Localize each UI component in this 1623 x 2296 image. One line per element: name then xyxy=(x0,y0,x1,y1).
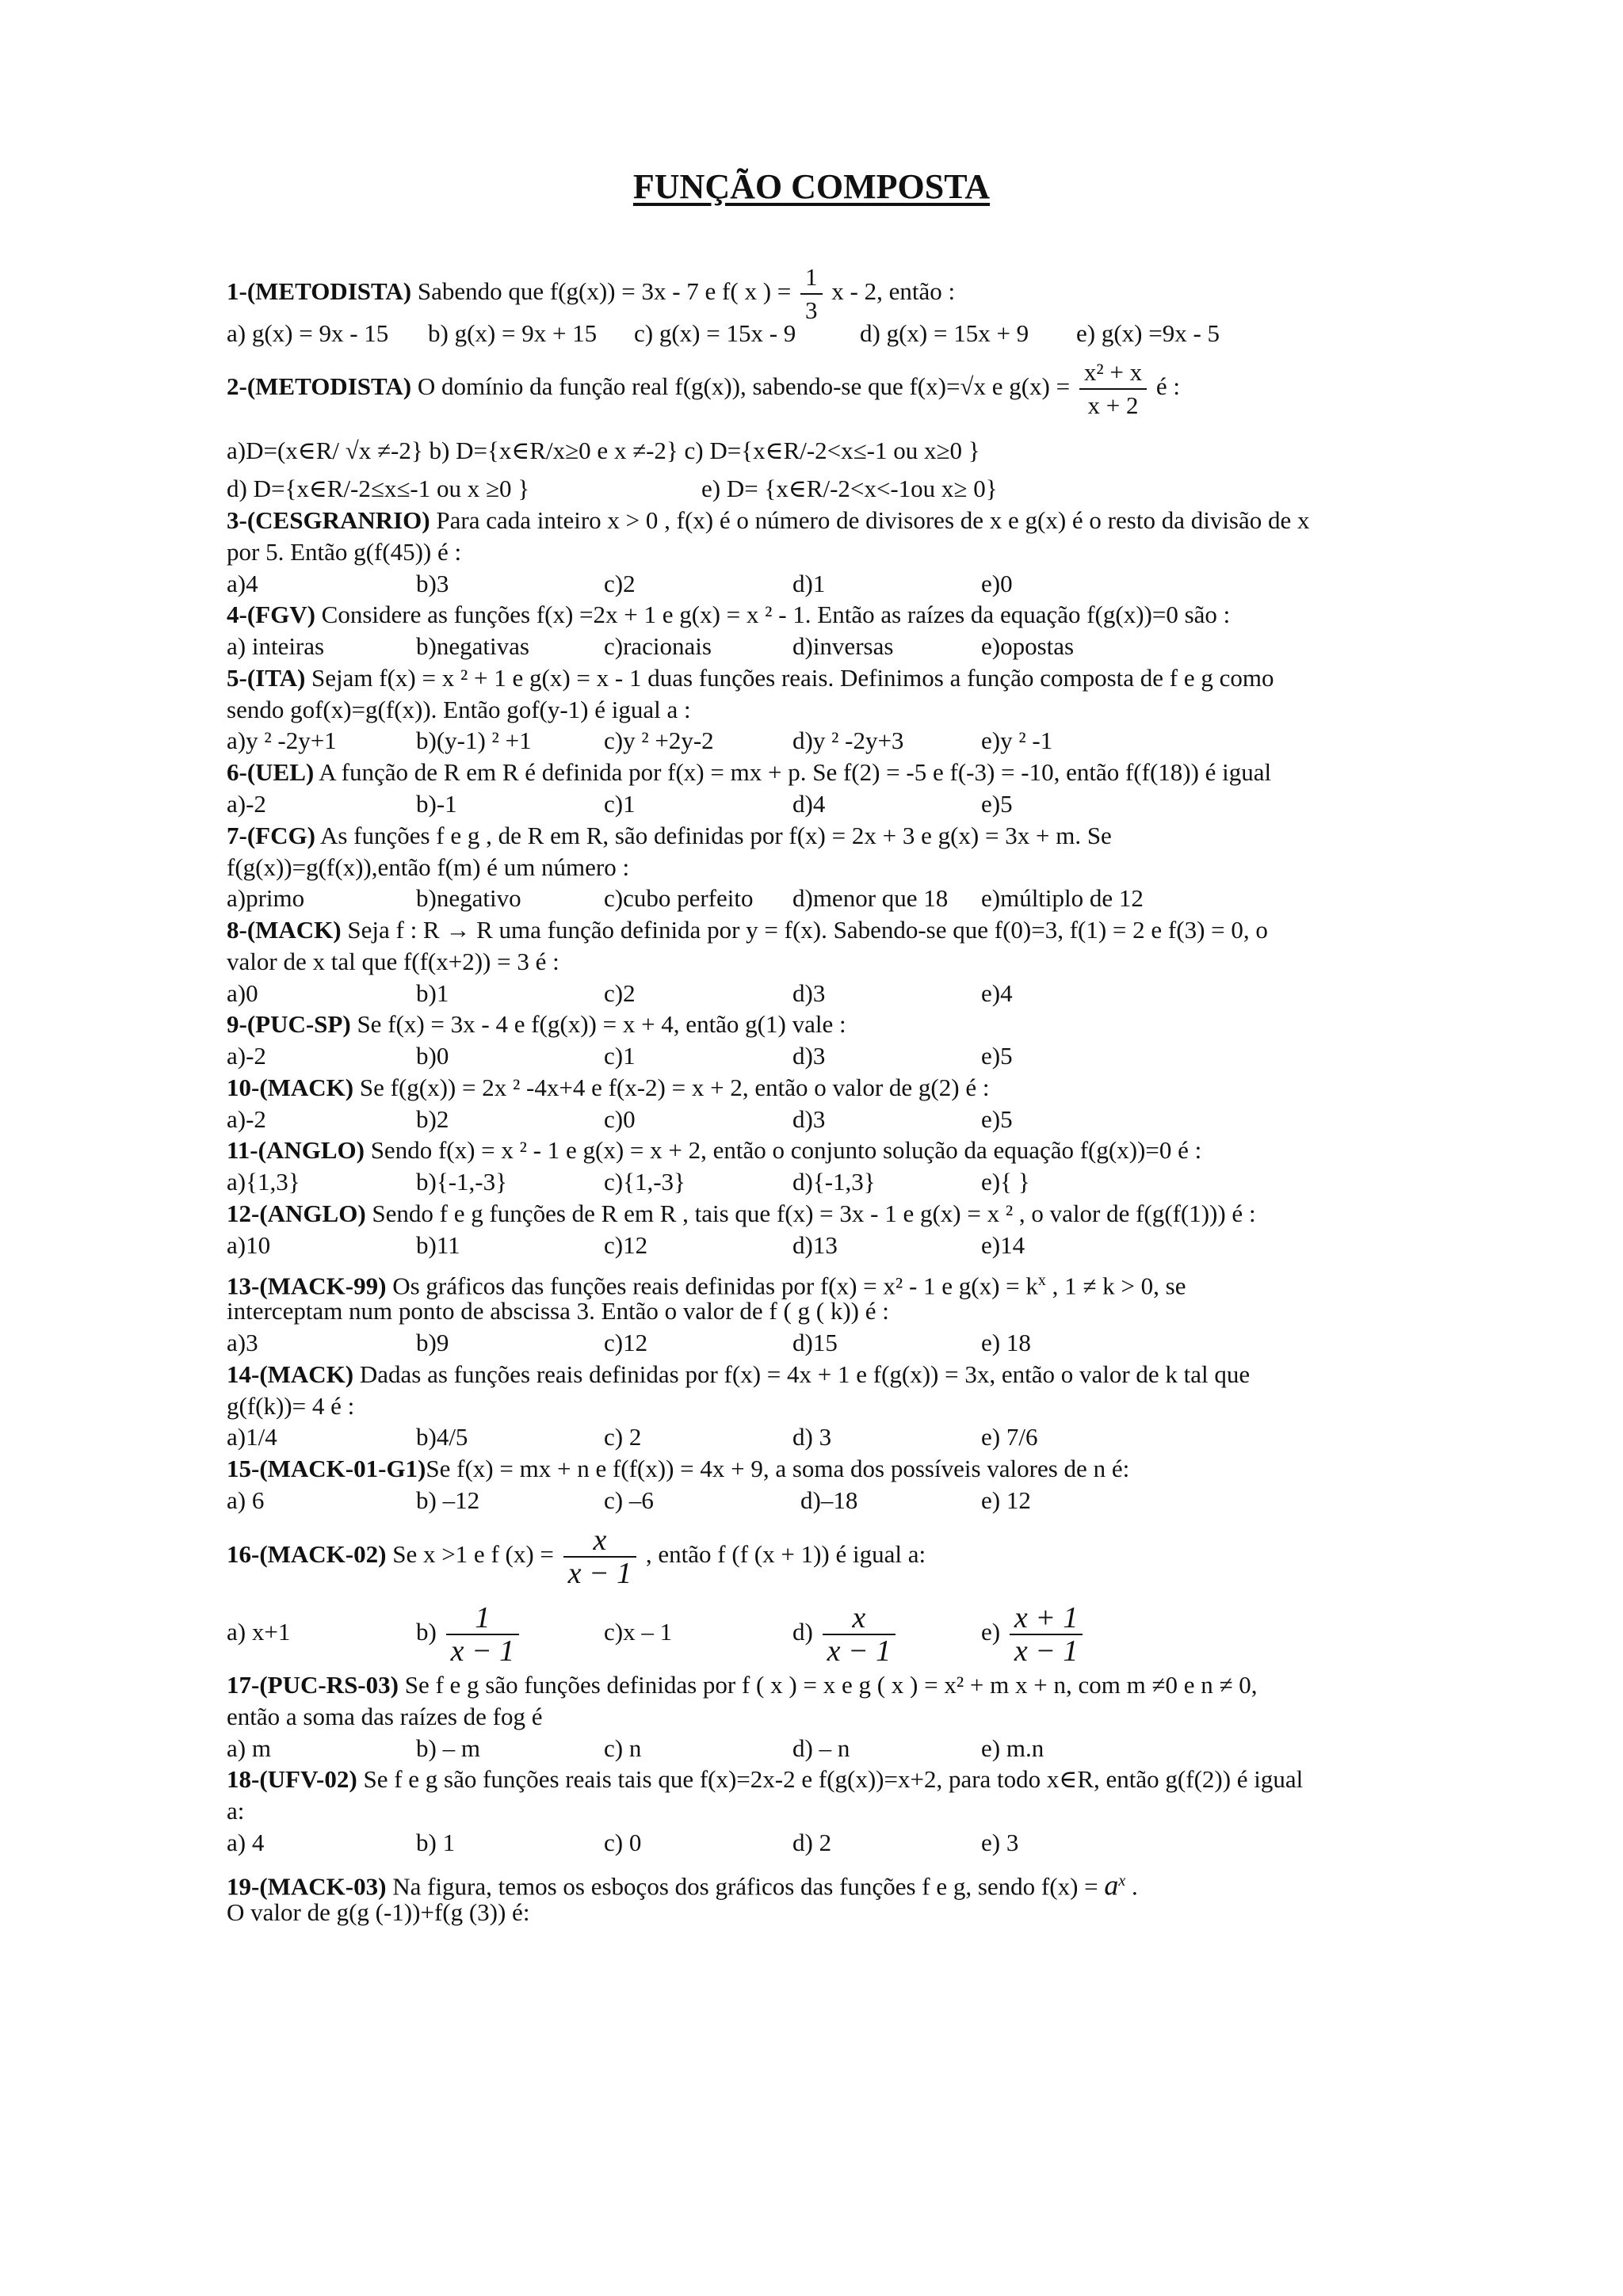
q3-option-d: d)1 xyxy=(792,570,826,597)
q18-option-e: e) 3 xyxy=(981,1829,1019,1856)
q12-option-d: d)13 xyxy=(792,1231,838,1259)
question-12-header: 12-(ANGLO) xyxy=(227,1199,366,1227)
q11-option-b: b){-1,-3} xyxy=(416,1168,507,1196)
question-5-text: Sejam f(x) = x ² + 1 e g(x) = x - 1 duas funções reais. Definimos a função composta de f e g como xyxy=(305,664,1274,692)
q10-option-c: c)0 xyxy=(604,1105,636,1133)
question-15-header: 15-(MACK-01-G1) xyxy=(227,1455,426,1482)
q12-option-b: b)11 xyxy=(416,1231,460,1259)
fraction-denominator: x + 2 xyxy=(1087,391,1139,419)
q7-option-a: a)primo xyxy=(227,884,305,912)
q13-option-d: d)15 xyxy=(792,1329,838,1356)
q1-option-d: d) g(x) = 15x + 9 xyxy=(860,319,1029,347)
question-2-text-a: O domínio da função real f(g(x)), sabendo-se que f(x)=√x e g(x) = xyxy=(411,372,1076,401)
q11-option-c: c){1,-3} xyxy=(604,1168,685,1196)
q16-option-c: c)x – 1 xyxy=(604,1618,673,1646)
question-1-text-b: x - 2, então : xyxy=(825,277,956,306)
q16-option-b-label: b) xyxy=(416,1618,437,1646)
question-6-text: A função de R em R é definida por f(x) = mx + p. Se f(2) = -5 e f(-3) = -10, então f(f(18)) é igual xyxy=(314,758,1272,786)
q4-option-b: b)negativas xyxy=(416,632,529,660)
question-7-header: 7-(FCG) xyxy=(227,822,315,849)
q1-option-b: b) g(x) = 9x + 15 xyxy=(428,319,598,347)
question-2-text-b: é : xyxy=(1150,372,1180,401)
question-15-text: Se f(x) = mx + n e f(f(x)) = 4x + 9, a soma dos possíveis valores de n é: xyxy=(426,1455,1130,1482)
q17-option-d: d) – n xyxy=(792,1734,850,1762)
question-10 xyxy=(227,1073,989,1103)
question-5-header: 5-(ITA) xyxy=(227,664,306,692)
q15-option-e: e) 12 xyxy=(981,1486,1031,1514)
page-title: FUNÇÃO COMPOSTA xyxy=(632,167,991,206)
q18-option-b: b) 1 xyxy=(416,1829,456,1856)
question-3 xyxy=(227,505,1310,536)
fraction-denominator: x − 1 xyxy=(827,1634,892,1668)
q9-option-c: c)1 xyxy=(604,1042,636,1070)
question-19-text-end: . xyxy=(1125,1872,1138,1901)
question-1-header: 1-(METODISTA) xyxy=(227,277,412,306)
q16-option-d xyxy=(792,1599,899,1667)
question-8 xyxy=(227,915,1268,945)
question-16 xyxy=(227,1521,926,1589)
question-8-text: Seja f : R → R uma função definida por y = f(x). Sabendo-se que f(0)=3, f(1) = 2 e f(3) = 0, o xyxy=(341,916,1268,944)
q16-option-d-label: d) xyxy=(792,1618,813,1646)
question-4-header: 4-(FGV) xyxy=(227,601,315,628)
q2-option-d: d) D={x∈R/-2≤x≤-1 ou x ≥0 } xyxy=(227,475,530,502)
question-18 xyxy=(227,1764,1303,1794)
question-12 xyxy=(227,1199,1256,1229)
q11-option-d: d){-1,3} xyxy=(792,1168,876,1196)
question-18-text-2: a: xyxy=(227,1797,245,1825)
q3-option-c: c)2 xyxy=(604,570,636,597)
q4-option-e: e)opostas xyxy=(981,632,1075,660)
q12-option-a: a)10 xyxy=(227,1231,271,1259)
q11-option-e: e){ } xyxy=(981,1168,1030,1196)
fraction-denominator: x − 1 xyxy=(567,1556,632,1590)
question-4 xyxy=(227,600,1230,630)
q12-option-e: e)14 xyxy=(981,1231,1025,1259)
q5-option-b: b)(y-1) ² +1 xyxy=(416,727,532,754)
question-14 xyxy=(227,1360,1250,1390)
question-18-header: 18-(UFV-02) xyxy=(227,1765,357,1793)
fraction-numerator: x xyxy=(823,1602,896,1635)
question-16-header: 16-(MACK-02) xyxy=(227,1540,387,1568)
question-19-text-2: O valor de g(g (-1))+f(g (3)) é: xyxy=(227,1898,530,1926)
question-9-header: 9-(PUC-SP) xyxy=(227,1010,351,1038)
question-11 xyxy=(227,1135,1201,1165)
q12-option-c: c)12 xyxy=(604,1231,648,1259)
question-14-header: 14-(MACK) xyxy=(227,1360,354,1388)
question-2 xyxy=(227,357,1180,421)
question-13-header: 13-(MACK-99) xyxy=(227,1272,387,1300)
fraction-numerator: x² + x xyxy=(1079,357,1147,390)
question-6 xyxy=(227,757,1271,788)
q6-option-d: d)4 xyxy=(792,790,826,818)
question-13-text: Os gráficos das funções reais definidas por f(x) = x² - 1 e g(x) = k xyxy=(386,1272,1038,1300)
q14-option-b: b)4/5 xyxy=(416,1423,468,1451)
q10-option-a: a)-2 xyxy=(227,1105,266,1133)
q13-option-a: a)3 xyxy=(227,1329,258,1356)
q7-option-b: b)negativo xyxy=(416,884,521,912)
q14-option-d: d) 3 xyxy=(792,1423,832,1451)
q7-option-e: e)múltiplo de 12 xyxy=(981,884,1144,912)
q4-option-a: a) inteiras xyxy=(227,632,325,660)
fraction-denominator: 3 xyxy=(805,296,818,324)
q5-option-d: d)y ² -2y+3 xyxy=(792,727,904,754)
q8-option-a: a)0 xyxy=(227,979,258,1007)
fraction-denominator: x − 1 xyxy=(1014,1634,1079,1668)
question-15 xyxy=(227,1454,1129,1484)
q15-option-d: d)–18 xyxy=(800,1486,858,1514)
q18-option-d: d) 2 xyxy=(792,1829,832,1856)
q2-options-line-1: a)D=(x∈R/ √x ≠-2} b) D={x∈R/x≥0 e x ≠-2} c) D={x∈R/-2<x≤-1 ou x≥0 } xyxy=(227,437,980,464)
question-17 xyxy=(227,1670,1257,1700)
fraction-numerator: 1 xyxy=(446,1602,520,1635)
question-1-fraction xyxy=(800,261,823,326)
question-19 xyxy=(227,1866,1138,1901)
q1-option-e: e) g(x) =9x - 5 xyxy=(1076,319,1220,347)
q5-option-c: c)y ² +2y-2 xyxy=(604,727,714,754)
q9-option-d: d)3 xyxy=(792,1042,826,1070)
q9-option-a: a)-2 xyxy=(227,1042,266,1070)
question-3-header: 3-(CESGRANRIO) xyxy=(227,506,430,534)
question-16-fraction xyxy=(563,1524,637,1589)
question-3-text-2: por 5. Então g(f(45)) é : xyxy=(227,538,462,566)
question-10-header: 10-(MACK) xyxy=(227,1074,354,1101)
q8-option-b: b)1 xyxy=(416,979,449,1007)
q3-option-b: b)3 xyxy=(416,570,449,597)
question-10-text: Se f(g(x)) = 2x ² -4x+4 e f(x-2) = x + 2, então o valor de g(2) é : xyxy=(353,1074,990,1101)
q16-option-b-fraction xyxy=(446,1602,520,1667)
question-1-text-a: Sabendo que f(g(x)) = 3x - 7 e f( x ) = xyxy=(411,277,797,306)
question-5 xyxy=(227,663,1274,693)
question-11-header: 11-(ANGLO) xyxy=(227,1136,365,1164)
question-9 xyxy=(227,1009,846,1039)
question-1 xyxy=(227,261,955,326)
question-17-text-2: então a soma das raízes de fog é xyxy=(227,1703,543,1730)
q10-option-b: b)2 xyxy=(416,1105,449,1133)
q6-option-a: a)-2 xyxy=(227,790,266,818)
question-6-header: 6-(UEL) xyxy=(227,758,315,786)
q8-option-e: e)4 xyxy=(981,979,1013,1007)
q10-option-d: d)3 xyxy=(792,1105,826,1133)
q4-option-c: c)racionais xyxy=(604,632,712,660)
q6-option-b: b)-1 xyxy=(416,790,457,818)
q17-option-c: c) n xyxy=(604,1734,642,1762)
q5-option-e: e)y ² -1 xyxy=(981,727,1053,754)
q16-option-e xyxy=(981,1599,1086,1667)
q17-option-b: b) – m xyxy=(416,1734,480,1762)
q16-option-e-label: e) xyxy=(981,1618,1001,1646)
question-3-text: Para cada inteiro x > 0 , f(x) é o número de divisores de x e g(x) é o resto da divisão de x xyxy=(430,506,1310,534)
q13-option-c: c)12 xyxy=(604,1329,648,1356)
q16-option-b xyxy=(416,1599,522,1667)
q16-option-a: a) x+1 xyxy=(227,1618,291,1646)
question-14-text-2: g(f(k))= 4 é : xyxy=(227,1392,355,1420)
question-2-header: 2-(METODISTA) xyxy=(227,372,412,401)
q13-option-e: e) 18 xyxy=(981,1329,1031,1356)
question-7-text-2: f(g(x))=g(f(x)),então f(m) é um número : xyxy=(227,853,630,881)
question-16-text-b: , então f (f (x + 1)) é igual a: xyxy=(640,1540,926,1568)
question-18-text: Se f e g são funções reais tais que f(x)=2x-2 e f(g(x))=x+2, para todo x∈R, então g(f(2)) é igual xyxy=(357,1765,1304,1793)
question-13-exponent: x xyxy=(1037,1272,1046,1289)
q18-option-c: c) 0 xyxy=(604,1829,642,1856)
question-12-text: Sendo f e g funções de R em R , tais que f(x) = 3x - 1 e g(x) = x ² , o valor de f(g(f(1))) é : xyxy=(365,1199,1256,1227)
q3-option-a: a)4 xyxy=(227,570,258,597)
question-19-text: Na figura, temos os esboços dos gráficos das funções f e g, sendo f(x) = xyxy=(386,1872,1105,1901)
question-2-fraction xyxy=(1079,357,1147,421)
q13-option-b: b)9 xyxy=(416,1329,449,1356)
q7-option-d: d)menor que 18 xyxy=(792,884,949,912)
q16-option-e-fraction xyxy=(1010,1602,1083,1667)
q10-option-e: e)5 xyxy=(981,1105,1013,1133)
question-13-text-2: interceptam num ponto de abscissa 3. Então o valor de f ( g ( k)) é : xyxy=(227,1297,889,1325)
question-7 xyxy=(227,821,1112,851)
q15-option-c: c) –6 xyxy=(604,1486,654,1514)
q11-option-a: a){1,3} xyxy=(227,1168,300,1196)
q8-option-d: d)3 xyxy=(792,979,826,1007)
q18-option-a: a) 4 xyxy=(227,1829,265,1856)
q16-option-d-fraction xyxy=(823,1602,896,1667)
q14-option-e: e) 7/6 xyxy=(981,1423,1038,1451)
q2-option-e: e) D= {x∈R/-2<x<-1ou x≥ 0} xyxy=(701,475,998,502)
q9-option-b: b)0 xyxy=(416,1042,449,1070)
q14-option-a: a)1/4 xyxy=(227,1423,277,1451)
question-9-text: Se f(x) = 3x - 4 e f(g(x)) = x + 4, então g(1) vale : xyxy=(350,1010,846,1038)
question-13-text-end: , 1 ≠ k > 0, se xyxy=(1045,1272,1186,1300)
question-5-text-2: sendo gof(x)=g(f(x)). Então gof(y-1) é igual a : xyxy=(227,696,691,723)
question-8-header: 8-(MACK) xyxy=(227,916,342,944)
q17-option-a: a) m xyxy=(227,1734,271,1762)
question-17-header: 17-(PUC-RS-03) xyxy=(227,1671,399,1699)
fraction-numerator: 1 xyxy=(800,261,823,295)
q4-option-d: d)inversas xyxy=(792,632,894,660)
fraction-numerator: x xyxy=(563,1524,637,1558)
q5-option-a: a)y ² -2y+1 xyxy=(227,727,337,754)
q7-option-c: c)cubo perfeito xyxy=(604,884,754,912)
q15-option-b: b) –12 xyxy=(416,1486,480,1514)
question-19-header: 19-(MACK-03) xyxy=(227,1872,387,1901)
question-19-exponent: x xyxy=(1118,1872,1126,1890)
q15-option-a: a) 6 xyxy=(227,1486,265,1514)
q9-option-e: e)5 xyxy=(981,1042,1013,1070)
fraction-denominator: x − 1 xyxy=(450,1634,515,1668)
question-17-text: Se f e g são funções definidas por f ( x ) = x e g ( x ) = x² + m x + n, com m ≠0 e n ≠ 0, xyxy=(398,1671,1258,1699)
question-14-text: Dadas as funções reais definidas por f(x) = 4x + 1 e f(g(x)) = 3x, então o valor de k tal que xyxy=(353,1360,1251,1388)
q6-option-c: c)1 xyxy=(604,790,636,818)
q14-option-c: c) 2 xyxy=(604,1423,642,1451)
question-19-base: a xyxy=(1104,1869,1119,1901)
q6-option-e: e)5 xyxy=(981,790,1013,818)
fraction-numerator: x + 1 xyxy=(1010,1602,1083,1635)
question-4-text: Considere as funções f(x) =2x + 1 e g(x) = x ² - 1. Então as raízes da equação f(g(x))=0 são : xyxy=(315,601,1231,628)
question-11-text: Sendo f(x) = x ² - 1 e g(x) = x + 2, então o conjunto solução da equação f(g(x))=0 é : xyxy=(364,1136,1202,1164)
q1-option-a: a) g(x) = 9x - 15 xyxy=(227,319,389,347)
q1-option-c: c) g(x) = 15x - 9 xyxy=(634,319,796,347)
question-7-text: As funções f e g , de R em R, são definidas por f(x) = 2x + 3 e g(x) = 3x + m. Se xyxy=(315,822,1112,849)
q8-option-c: c)2 xyxy=(604,979,636,1007)
question-8-text-2: valor de x tal que f(f(x+2)) = 3 é : xyxy=(227,948,559,975)
question-16-text-a: Se x >1 e f (x) = xyxy=(386,1540,560,1568)
q3-option-e: e)0 xyxy=(981,570,1013,597)
q17-option-e: e) m.n xyxy=(981,1734,1044,1762)
